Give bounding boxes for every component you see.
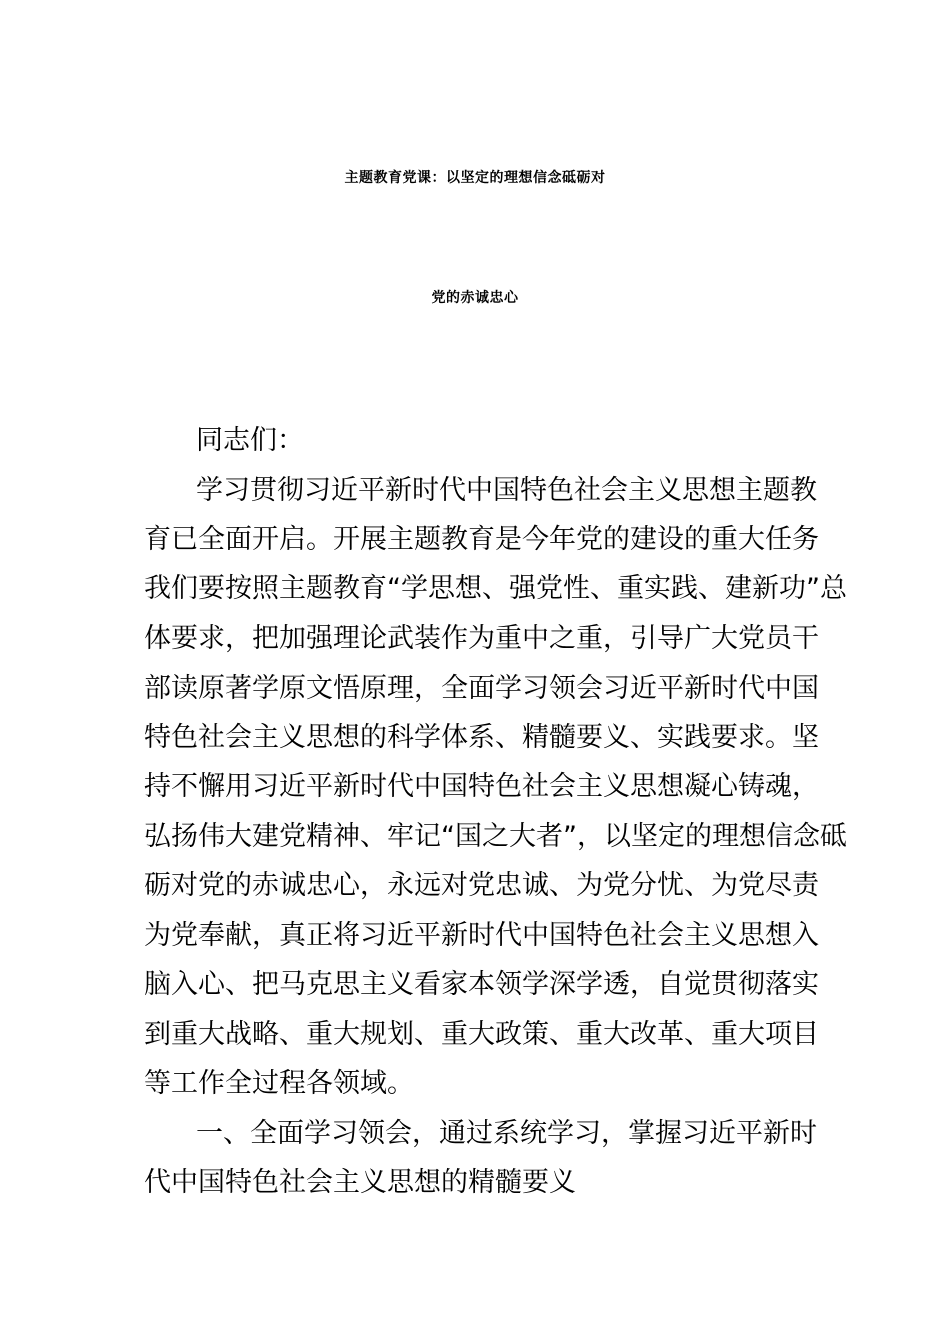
greeting: 同志们： <box>196 425 304 456</box>
document-title-line-1: 主题教育党课：以坚定的理想信念砥砺对 <box>344 170 606 186</box>
paragraph-1-line: 我们要按照主题教育“学思想、强党性、重实践、建新功”总 <box>144 573 847 604</box>
document-title-line-2: 党的赤诚忠心 <box>431 290 519 306</box>
section-1-heading-line: 代中国特色社会主义思想的精髓要义 <box>144 1167 576 1198</box>
paragraph-1-line: 持不懈用习近平新时代中国特色社会主义思想凝心铸魂， <box>144 771 819 802</box>
paragraph-1-line: 弘扬伟大建党精神、牢记“国之大者”，以坚定的理想信念砥 <box>144 821 847 852</box>
paragraph-1-line: 为党奉献，真正将习近平新时代中国特色社会主义思想入 <box>144 920 819 951</box>
paragraph-1-line: 体要求，把加强理论武装作为重中之重，引导广大党员干 <box>144 623 819 654</box>
paragraph-1-line: 育已全面开启。开展主题教育是今年党的建设的重大任务 <box>144 524 819 555</box>
paragraph-1-line: 部读原著学原文悟原理，全面学习领会习近平新时代中国 <box>144 673 819 704</box>
paragraph-1-line: 特色社会主义思想的科学体系、精髓要义、实践要求。坚 <box>144 722 819 753</box>
paragraph-1-line: 等工作全过程各领域。 <box>144 1068 414 1099</box>
section-1-heading-line: 一、全面学习领会，通过系统学习，掌握习近平新时 <box>196 1118 817 1149</box>
paragraph-1-line: 砺对党的赤诚忠心，永远对党忠诚、为党分忧、为党尽责 <box>144 870 819 901</box>
paragraph-1-line: 脑入心、把马克思主义看家本领学深学透，自觉贯彻落实 <box>144 969 819 1000</box>
paragraph-1-line: 到重大战略、重大规划、重大政策、重大改革、重大项目 <box>144 1019 819 1050</box>
paragraph-1-line: 学习贯彻习近平新时代中国特色社会主义思想主题教 <box>196 475 817 506</box>
